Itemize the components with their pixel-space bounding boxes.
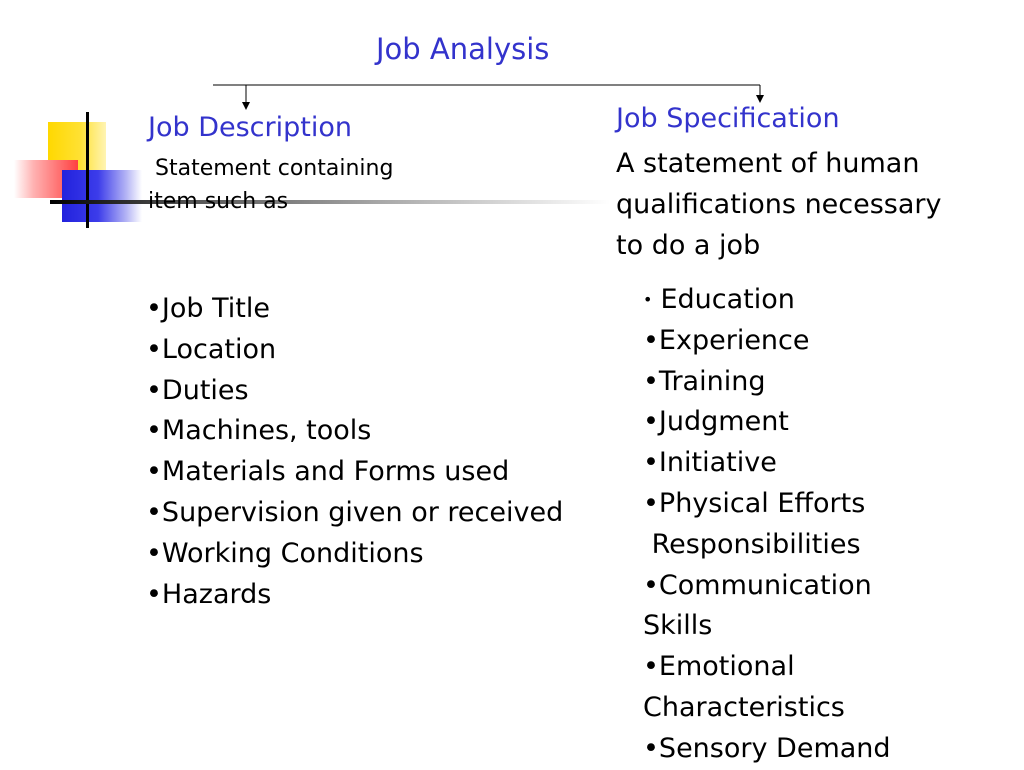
list-item: Skills	[643, 610, 713, 642]
list-item: •Experience	[643, 324, 810, 356]
list-item: •Hazards	[146, 578, 272, 610]
list-item: •Machines, tools	[146, 415, 372, 447]
list-item: •Working Conditions	[146, 537, 424, 569]
list-item: •Location	[146, 333, 277, 365]
list-item: •Supervision given or received	[146, 496, 564, 528]
list-item: •Physical Efforts	[643, 487, 866, 519]
job-specification-list	[643, 280, 891, 770]
job-specification-subtitle-line: A statement of human	[616, 148, 920, 179]
job-description-subtitle-line: item such as	[148, 189, 289, 214]
list-item: •Initiative	[643, 447, 777, 479]
bullet-icon: •	[643, 290, 653, 310]
job-description-subtitle	[148, 152, 393, 218]
job-specification-subtitle	[616, 143, 942, 266]
list-item: •Judgment	[643, 406, 789, 438]
slide-title: Job Analysis	[376, 32, 550, 66]
job-specification-heading: Job Specification	[616, 103, 840, 134]
list-item: •Sensory Demand	[643, 732, 891, 764]
job-description-list	[146, 289, 563, 615]
job-specification-subtitle-line: to do a job	[616, 230, 761, 261]
list-item: •Emotional	[643, 651, 795, 683]
job-description-heading: Job Description	[148, 112, 352, 143]
list-item: •Duties	[146, 374, 249, 406]
list-item: •Training	[643, 365, 766, 397]
list-item: Responsibilities	[643, 528, 861, 560]
job-specification-subtitle-line: qualifications necessary	[616, 189, 942, 220]
list-item: Characteristics	[643, 691, 845, 723]
job-description-subtitle-line: Statement containing	[148, 156, 394, 181]
list-item: •Materials and Forms used	[146, 456, 510, 488]
list-item	[643, 280, 891, 321]
list-item: •Communication	[643, 569, 872, 601]
list-item: •Job Title	[146, 293, 270, 324]
list-item-text: Education	[660, 284, 795, 315]
